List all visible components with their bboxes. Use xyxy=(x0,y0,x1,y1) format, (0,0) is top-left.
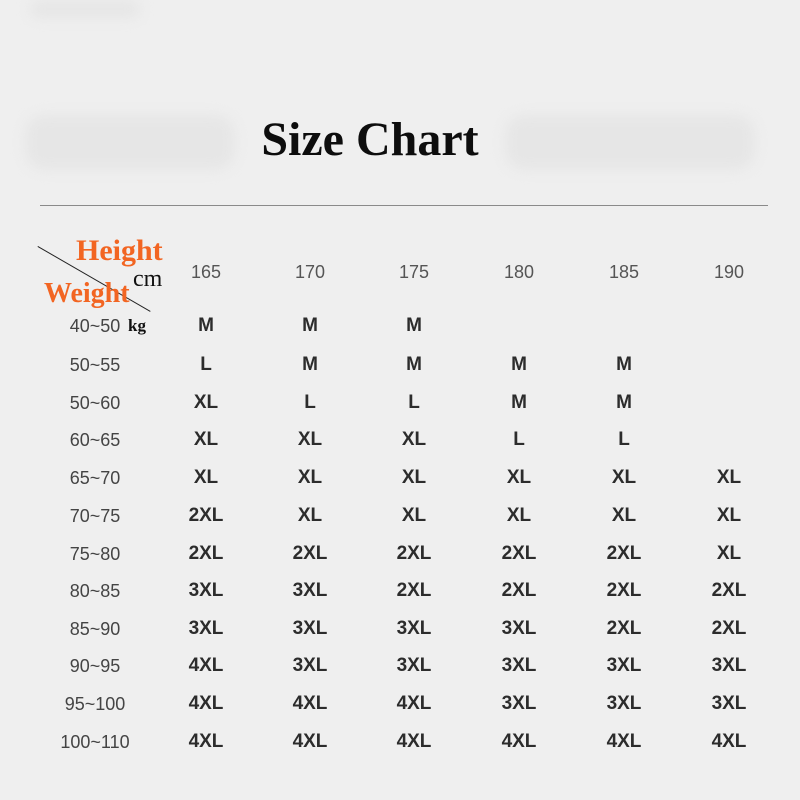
size-cell: 3XL xyxy=(606,693,642,714)
size-cell: XL xyxy=(611,467,637,488)
size-cell: XL xyxy=(716,543,742,564)
size-cell: 3XL xyxy=(396,618,432,639)
weight-axis-label: Weight xyxy=(44,278,130,309)
height-header-cell: 170 xyxy=(294,262,326,282)
size-cell: XL xyxy=(611,505,637,526)
size-cell: XL xyxy=(716,467,742,488)
height-header-cell: 180 xyxy=(503,262,535,282)
size-cell: XL xyxy=(193,429,219,450)
height-header-cell: 175 xyxy=(398,262,430,282)
size-cell: M xyxy=(302,354,318,375)
size-cell: 2XL xyxy=(606,543,642,564)
size-cell: 3XL xyxy=(188,618,224,639)
size-cell: 4XL xyxy=(188,655,224,676)
table-row xyxy=(0,539,800,569)
size-cell: 3XL xyxy=(292,580,328,601)
size-cell: 2XL xyxy=(711,580,747,601)
size-cell: M xyxy=(511,354,527,375)
table-row xyxy=(0,501,800,531)
weight-range-cell: 95~100 xyxy=(64,694,126,714)
size-cell: 3XL xyxy=(606,655,642,676)
size-cell: 2XL xyxy=(711,618,747,639)
size-cell: 4XL xyxy=(711,731,747,752)
size-cell: XL xyxy=(716,505,742,526)
size-cell: 4XL xyxy=(292,731,328,752)
page-title: Size Chart xyxy=(261,113,479,166)
height-axis-label: Height xyxy=(76,234,163,267)
table-row xyxy=(0,388,800,418)
size-cell: XL xyxy=(506,505,532,526)
size-cell: 3XL xyxy=(711,693,747,714)
weight-unit-label: kg xyxy=(128,316,146,335)
background-blur-top xyxy=(30,0,140,18)
size-cell: 2XL xyxy=(396,543,432,564)
size-cell: XL xyxy=(297,429,323,450)
size-cell: 3XL xyxy=(501,618,537,639)
size-cell: XL xyxy=(193,467,219,488)
size-cell: L xyxy=(618,429,630,450)
table-row xyxy=(0,727,800,757)
size-cell: 3XL xyxy=(501,693,537,714)
weight-range-cell: 65~70 xyxy=(69,468,121,488)
size-cell: 2XL xyxy=(501,543,537,564)
size-cell: 3XL xyxy=(292,655,328,676)
weight-range-cell: 80~85 xyxy=(69,581,121,601)
height-header-cell: 190 xyxy=(713,262,745,282)
size-cell: 4XL xyxy=(188,693,224,714)
size-cell: 2XL xyxy=(188,543,224,564)
size-cell: L xyxy=(408,392,420,413)
size-cell: 2XL xyxy=(396,580,432,601)
size-cell: XL xyxy=(193,392,219,413)
size-cell: M xyxy=(198,315,214,336)
table-row xyxy=(0,463,800,493)
size-cell: XL xyxy=(401,429,427,450)
weight-range-cell: 85~90 xyxy=(69,619,121,639)
size-cell: 4XL xyxy=(396,731,432,752)
table-row xyxy=(0,576,800,606)
title-divider xyxy=(40,205,768,206)
size-cell: 4XL xyxy=(396,693,432,714)
size-cell: XL xyxy=(401,467,427,488)
table-row xyxy=(0,689,800,719)
size-cell: M xyxy=(616,354,632,375)
size-cell: 2XL xyxy=(606,580,642,601)
size-cell: 3XL xyxy=(501,655,537,676)
weight-range-cell: 75~80 xyxy=(69,544,121,564)
size-cell: XL xyxy=(297,505,323,526)
size-cell: 2XL xyxy=(606,618,642,639)
weight-range-cell: 50~60 xyxy=(69,393,121,413)
size-cell: M xyxy=(302,315,318,336)
size-cell: 2XL xyxy=(188,505,224,526)
size-cell: 4XL xyxy=(606,731,642,752)
weight-range-cell: 100~110 xyxy=(60,732,130,752)
size-cell: 2XL xyxy=(292,543,328,564)
size-cell: M xyxy=(616,392,632,413)
height-header-cell: 165 xyxy=(190,262,222,282)
size-cell: 3XL xyxy=(292,618,328,639)
size-cell: XL xyxy=(297,467,323,488)
table-row xyxy=(0,311,800,341)
table-row xyxy=(0,651,800,681)
weight-range-cell: 50~55 xyxy=(69,355,121,375)
weight-range-cell: 70~75 xyxy=(69,506,121,526)
size-cell: 2XL xyxy=(501,580,537,601)
height-header-cell: 185 xyxy=(608,262,640,282)
weight-range-cell: 60~65 xyxy=(69,430,121,450)
size-cell: XL xyxy=(401,505,427,526)
size-cell: L xyxy=(304,392,316,413)
weight-range-cell: 40~50 xyxy=(69,316,121,336)
size-cell: L xyxy=(200,354,212,375)
size-cell: 4XL xyxy=(501,731,537,752)
table-row xyxy=(0,350,800,380)
size-cell: 3XL xyxy=(711,655,747,676)
table-row xyxy=(0,425,800,455)
size-cell: M xyxy=(406,354,422,375)
weight-range-cell: 90~95 xyxy=(69,656,121,676)
size-cell: M xyxy=(406,315,422,336)
size-cell: 3XL xyxy=(396,655,432,676)
size-cell: 4XL xyxy=(188,731,224,752)
table-row xyxy=(0,614,800,644)
size-cell: XL xyxy=(506,467,532,488)
size-cell: M xyxy=(511,392,527,413)
height-unit-label: cm xyxy=(133,266,163,292)
size-cell: L xyxy=(513,429,525,450)
size-cell: 4XL xyxy=(292,693,328,714)
size-cell: 3XL xyxy=(188,580,224,601)
